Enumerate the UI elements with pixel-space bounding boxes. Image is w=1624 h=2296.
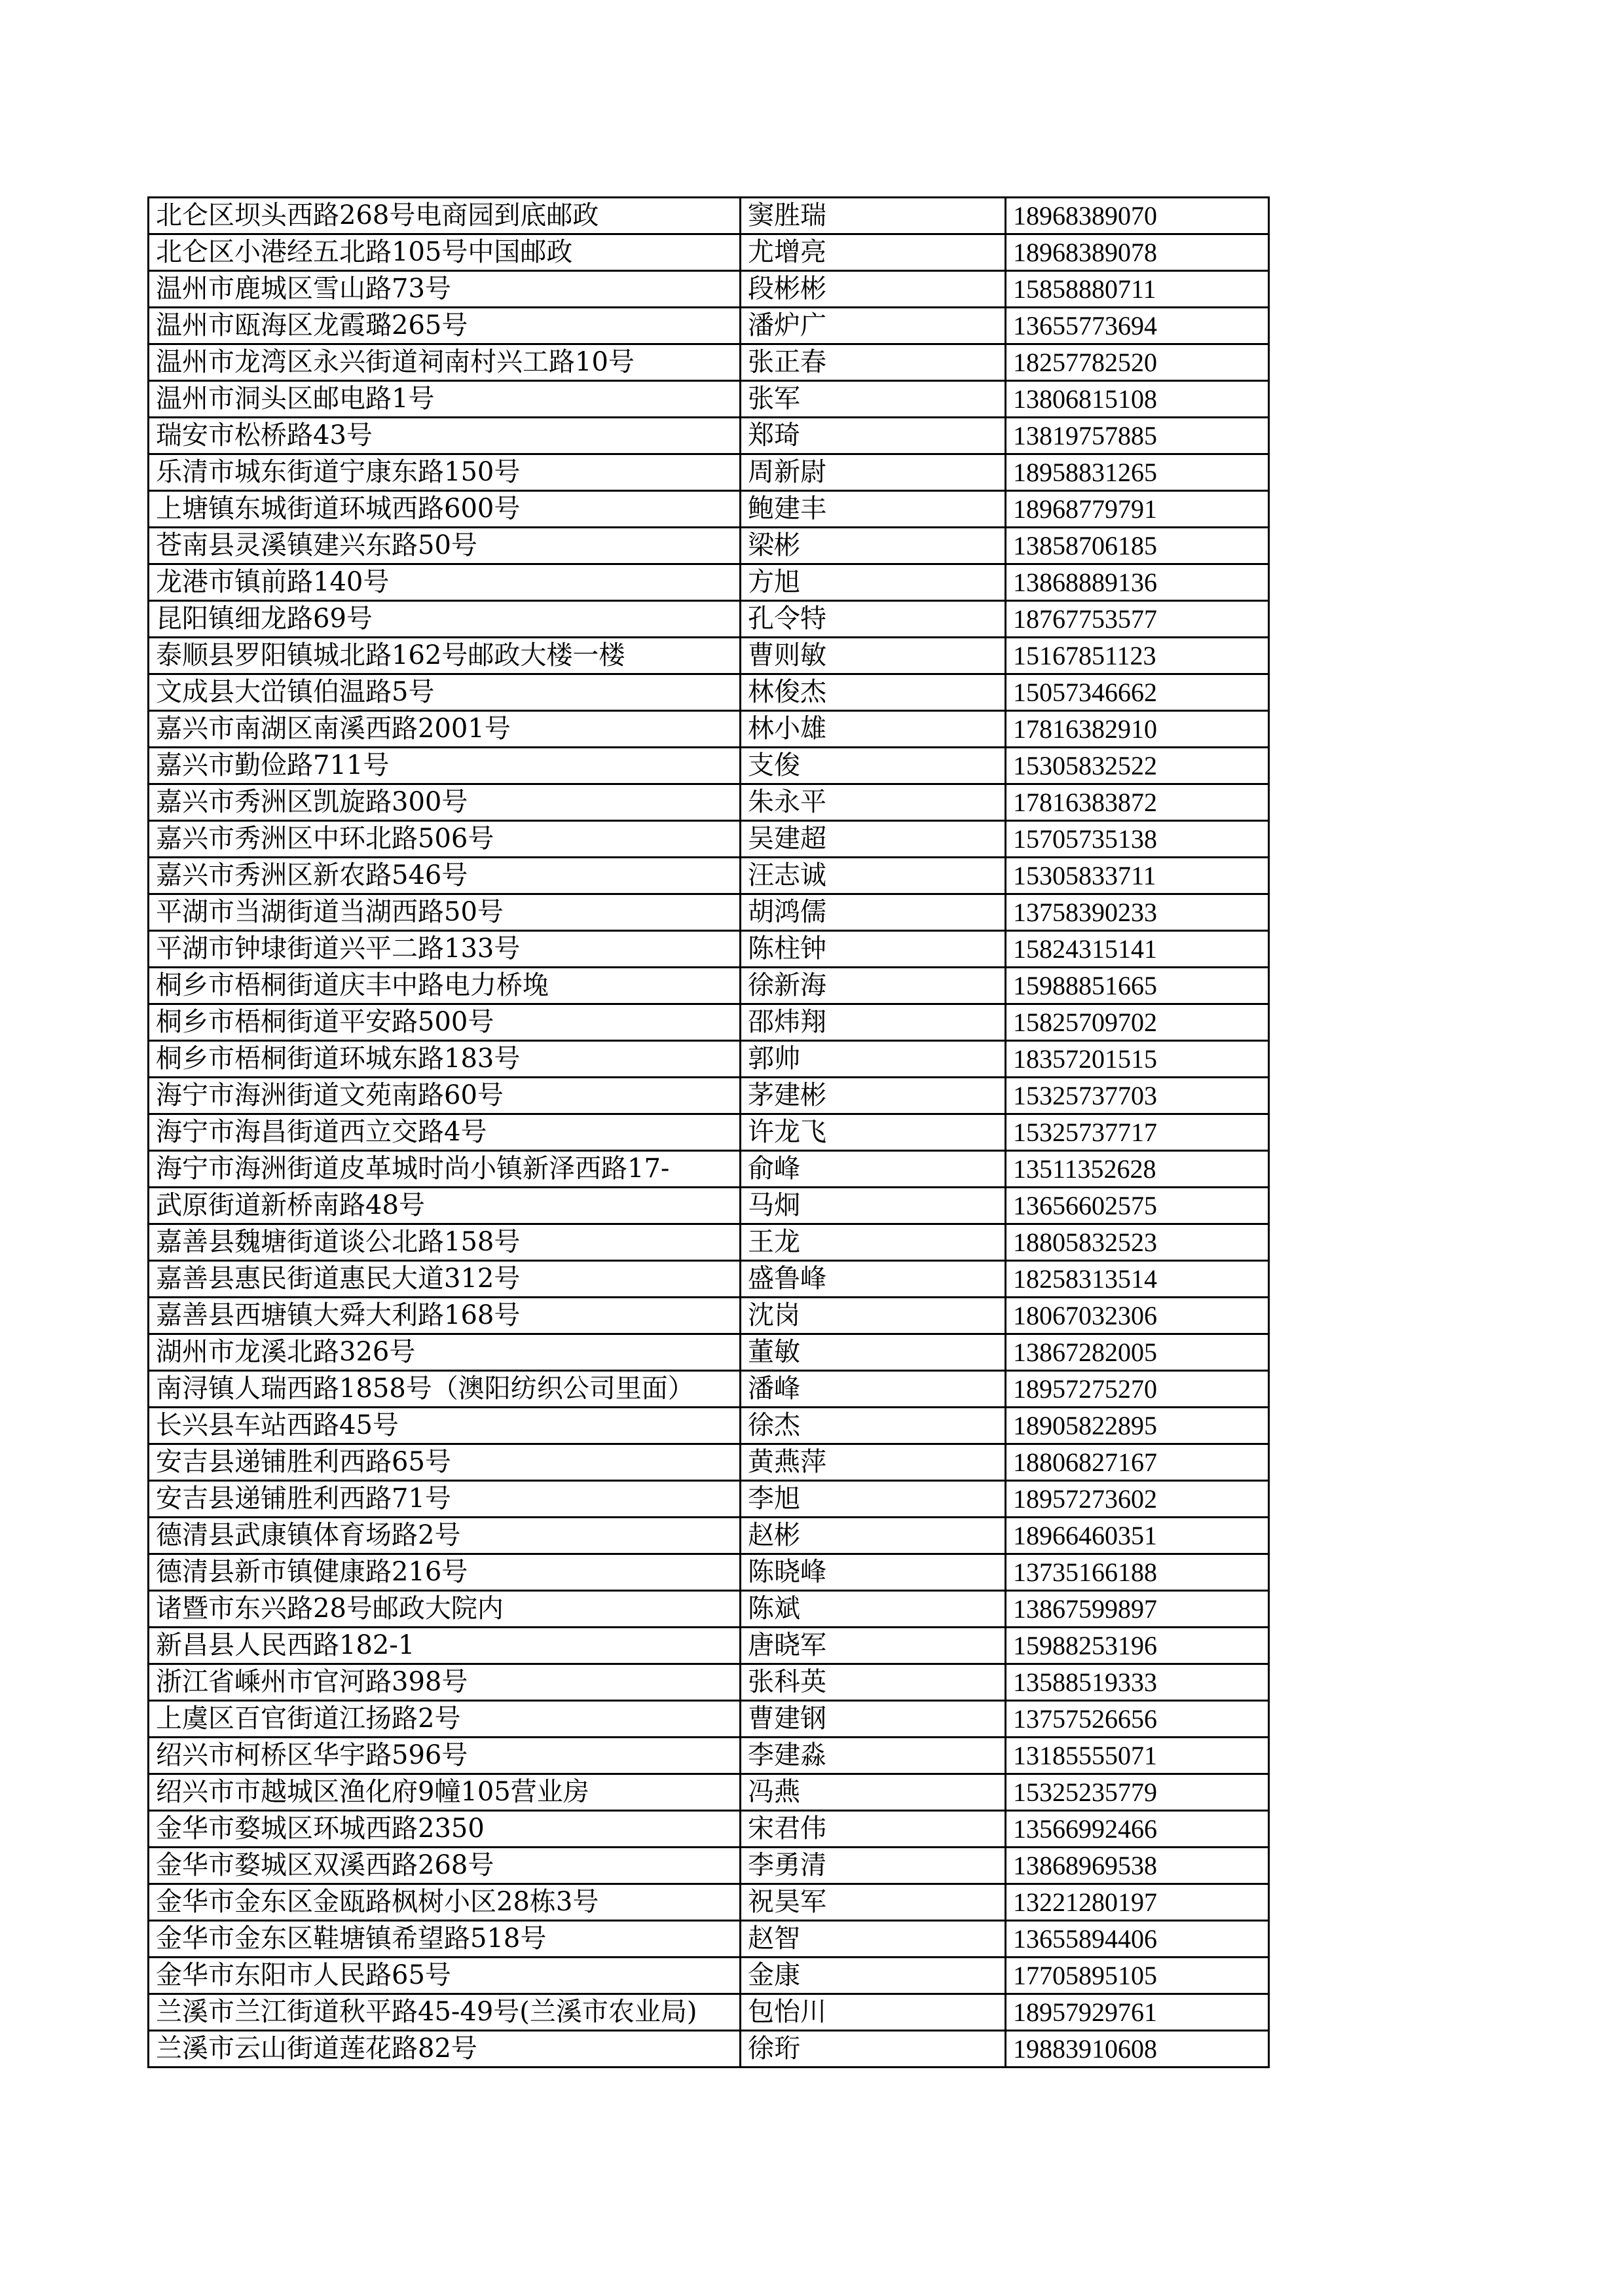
table-row	[149, 1371, 1269, 1408]
address-cell: 文成县大峃镇伯温路5号	[149, 674, 741, 711]
table-row	[149, 1114, 1269, 1151]
address-cell: 嘉兴市勤俭路711号	[149, 748, 741, 784]
table-row	[149, 1774, 1269, 1811]
address-cell: 武原街道新桥南路48号	[149, 1188, 741, 1224]
phone-number-cell: 18905822895	[1006, 1408, 1269, 1444]
table-row	[149, 1078, 1269, 1114]
phone-number-cell: 13757526656	[1006, 1701, 1269, 1738]
contact-name-cell: 汪志诚	[741, 858, 1006, 894]
address-cell: 绍兴市柯桥区华宇路596号	[149, 1738, 741, 1774]
table-row	[149, 198, 1269, 234]
contact-name-cell: 林俊杰	[741, 674, 1006, 711]
contact-name-cell: 郑琦	[741, 418, 1006, 454]
table-row	[149, 308, 1269, 344]
phone-number-cell: 13566992466	[1006, 1811, 1269, 1848]
phone-number-cell: 18968389078	[1006, 234, 1269, 271]
table-row	[149, 1994, 1269, 2031]
table-row	[149, 234, 1269, 271]
table-row	[149, 1481, 1269, 1518]
address-cell: 平湖市钟埭街道兴平二路133号	[149, 931, 741, 968]
address-cell: 金华市东阳市人民路65号	[149, 1958, 741, 1994]
address-cell: 海宁市海昌街道西立交路4号	[149, 1114, 741, 1151]
address-cell: 德清县武康镇体育场路2号	[149, 1518, 741, 1554]
table-row	[149, 1664, 1269, 1701]
address-cell: 平湖市当湖街道当湖西路50号	[149, 894, 741, 931]
contact-name-cell: 尤增亮	[741, 234, 1006, 271]
table-row	[149, 748, 1269, 784]
address-cell: 嘉兴市秀洲区中环北路506号	[149, 821, 741, 858]
contact-name-cell: 祝昊军	[741, 1884, 1006, 1921]
phone-number-cell: 13819757885	[1006, 418, 1269, 454]
phone-number-cell: 13221280197	[1006, 1884, 1269, 1921]
address-cell: 兰溪市兰江街道秋平路45-49号(兰溪市农业局)	[149, 1994, 741, 2031]
address-cell: 新昌县人民西路182-1	[149, 1628, 741, 1664]
address-cell: 瑞安市松桥路43号	[149, 418, 741, 454]
contact-name-cell: 潘炉广	[741, 308, 1006, 344]
table-row	[149, 1518, 1269, 1554]
table-row	[149, 1151, 1269, 1188]
table-row	[149, 784, 1269, 821]
address-cell: 金华市金东区金瓯路枫树小区28栋3号	[149, 1884, 741, 1921]
address-cell: 上虞区百官街道江扬路2号	[149, 1701, 741, 1738]
table-row	[149, 1738, 1269, 1774]
phone-number-cell: 15305833711	[1006, 858, 1269, 894]
phone-number-cell: 13867282005	[1006, 1334, 1269, 1371]
phone-number-cell: 18957273602	[1006, 1481, 1269, 1518]
address-cell: 海宁市海洲街道文苑南路60号	[149, 1078, 741, 1114]
contact-name-cell: 包怡川	[741, 1994, 1006, 2031]
contact-name-cell: 梁彬	[741, 528, 1006, 564]
address-cell: 嘉兴市秀洲区凯旋路300号	[149, 784, 741, 821]
contact-name-cell: 孔令特	[741, 601, 1006, 638]
phone-number-cell: 15325737717	[1006, 1114, 1269, 1151]
phone-number-cell: 15167851123	[1006, 638, 1269, 674]
contact-name-cell: 冯燕	[741, 1774, 1006, 1811]
contact-name-cell: 张军	[741, 381, 1006, 418]
address-cell: 嘉善县惠民街道惠民大道312号	[149, 1261, 741, 1298]
phone-number-cell: 18257782520	[1006, 344, 1269, 381]
table-row	[149, 1884, 1269, 1921]
phone-number-cell: 13867599897	[1006, 1591, 1269, 1628]
address-cell: 兰溪市云山街道莲花路82号	[149, 2031, 741, 2068]
phone-number-cell: 13806815108	[1006, 381, 1269, 418]
address-cell: 北仑区坝头西路268号电商园到底邮政	[149, 198, 741, 234]
table-row	[149, 344, 1269, 381]
contact-name-cell: 吴建超	[741, 821, 1006, 858]
address-cell: 桐乡市梧桐街道庆丰中路电力桥堍	[149, 968, 741, 1004]
address-cell: 绍兴市市越城区渔化府9幢105营业房	[149, 1774, 741, 1811]
contact-name-cell: 唐晓军	[741, 1628, 1006, 1664]
contact-name-cell: 陈斌	[741, 1591, 1006, 1628]
table-row	[149, 821, 1269, 858]
table-row	[149, 381, 1269, 418]
phone-number-cell: 13758390233	[1006, 894, 1269, 931]
address-cell: 长兴县车站西路45号	[149, 1408, 741, 1444]
table-row	[149, 1444, 1269, 1481]
phone-number-cell: 17816382910	[1006, 711, 1269, 748]
phone-number-cell: 13588519333	[1006, 1664, 1269, 1701]
contact-name-cell: 段彬彬	[741, 271, 1006, 308]
phone-number-cell: 18806827167	[1006, 1444, 1269, 1481]
phone-number-cell: 18968779791	[1006, 491, 1269, 528]
table-row	[149, 271, 1269, 308]
contact-name-cell: 金康	[741, 1958, 1006, 1994]
address-cell: 金华市金东区鞋塘镇希望路518号	[149, 1921, 741, 1958]
table-row	[149, 418, 1269, 454]
address-cell: 海宁市海洲街道皮革城时尚小镇新泽西路17-	[149, 1151, 741, 1188]
table-row	[149, 1188, 1269, 1224]
address-cell: 南浔镇人瑞西路1858号（澳阳纺织公司里面）	[149, 1371, 741, 1408]
phone-number-cell: 17705895105	[1006, 1958, 1269, 1994]
contact-name-cell: 陈晓峰	[741, 1554, 1006, 1591]
phone-number-cell: 15705735138	[1006, 821, 1269, 858]
phone-number-cell: 15325737703	[1006, 1078, 1269, 1114]
address-cell: 泰顺县罗阳镇城北路162号邮政大楼一楼	[149, 638, 741, 674]
contact-name-cell: 李勇清	[741, 1848, 1006, 1884]
contact-name-cell: 张正春	[741, 344, 1006, 381]
table-row	[149, 1334, 1269, 1371]
phone-number-cell: 15988851665	[1006, 968, 1269, 1004]
phone-number-cell: 17816383872	[1006, 784, 1269, 821]
contact-name-cell: 陈柱钟	[741, 931, 1006, 968]
contact-name-cell: 曹建钢	[741, 1701, 1006, 1738]
phone-number-cell: 18258313514	[1006, 1261, 1269, 1298]
contact-name-cell: 窦胜瑞	[741, 198, 1006, 234]
address-cell: 北仑区小港经五北路105号中国邮政	[149, 234, 741, 271]
phone-number-cell: 18957275270	[1006, 1371, 1269, 1408]
phone-number-cell: 13656602575	[1006, 1188, 1269, 1224]
phone-number-cell: 18968389070	[1006, 198, 1269, 234]
address-cell: 桐乡市梧桐街道平安路500号	[149, 1004, 741, 1041]
table-row	[149, 1041, 1269, 1078]
phone-number-cell: 15824315141	[1006, 931, 1269, 968]
table-row	[149, 1701, 1269, 1738]
contact-name-cell: 潘峰	[741, 1371, 1006, 1408]
table-row	[149, 1224, 1269, 1261]
table-row	[149, 1591, 1269, 1628]
address-cell: 德清县新市镇健康路216号	[149, 1554, 741, 1591]
phone-number-cell: 18357201515	[1006, 1041, 1269, 1078]
table-row	[149, 1811, 1269, 1848]
table-row	[149, 1958, 1269, 1994]
address-cell: 安吉县递铺胜利西路71号	[149, 1481, 741, 1518]
table-row	[149, 931, 1269, 968]
table-row	[149, 601, 1269, 638]
phone-number-cell: 19883910608	[1006, 2031, 1269, 2068]
table-row	[149, 2031, 1269, 2068]
table-row	[149, 491, 1269, 528]
address-contact-table	[147, 196, 1270, 2068]
contact-name-cell: 赵智	[741, 1921, 1006, 1958]
phone-number-cell: 15325235779	[1006, 1774, 1269, 1811]
contact-name-cell: 赵彬	[741, 1518, 1006, 1554]
table-row	[149, 1004, 1269, 1041]
contact-name-cell: 林小雄	[741, 711, 1006, 748]
phone-number-cell: 13185555071	[1006, 1738, 1269, 1774]
address-cell: 嘉兴市南湖区南溪西路2001号	[149, 711, 741, 748]
address-cell: 桐乡市梧桐街道环城东路183号	[149, 1041, 741, 1078]
contact-name-cell: 徐新海	[741, 968, 1006, 1004]
table-row	[149, 1298, 1269, 1334]
phone-number-cell: 18805832523	[1006, 1224, 1269, 1261]
address-cell: 温州市龙湾区永兴街道祠南村兴工路10号	[149, 344, 741, 381]
address-cell: 安吉县递铺胜利西路65号	[149, 1444, 741, 1481]
table-row	[149, 1628, 1269, 1664]
address-cell: 嘉兴市秀洲区新农路546号	[149, 858, 741, 894]
phone-number-cell: 13868969538	[1006, 1848, 1269, 1884]
address-cell: 乐清市城东街道宁康东路150号	[149, 454, 741, 491]
contact-name-cell: 支俊	[741, 748, 1006, 784]
contact-name-cell: 黄燕萍	[741, 1444, 1006, 1481]
table-row	[149, 564, 1269, 601]
contact-name-cell: 邵炜翔	[741, 1004, 1006, 1041]
contact-name-cell: 沈岗	[741, 1298, 1006, 1334]
phone-number-cell: 15057346662	[1006, 674, 1269, 711]
table-row	[149, 1554, 1269, 1591]
phone-number-cell: 13511352628	[1006, 1151, 1269, 1188]
address-cell: 浙江省嵊州市官河路398号	[149, 1664, 741, 1701]
table-row	[149, 1848, 1269, 1884]
address-cell: 金华市婺城区环城西路2350	[149, 1811, 741, 1848]
address-cell: 金华市婺城区双溪西路268号	[149, 1848, 741, 1884]
table-row	[149, 968, 1269, 1004]
contact-name-cell: 朱永平	[741, 784, 1006, 821]
address-cell: 温州市洞头区邮电路1号	[149, 381, 741, 418]
phone-number-cell: 18067032306	[1006, 1298, 1269, 1334]
table-row	[149, 1408, 1269, 1444]
contact-name-cell: 徐杰	[741, 1408, 1006, 1444]
address-cell: 昆阳镇细龙路69号	[149, 601, 741, 638]
table-row	[149, 638, 1269, 674]
contact-name-cell: 郭帅	[741, 1041, 1006, 1078]
address-cell: 温州市鹿城区雪山路73号	[149, 271, 741, 308]
contact-name-cell: 王龙	[741, 1224, 1006, 1261]
phone-number-cell: 13735166188	[1006, 1554, 1269, 1591]
phone-number-cell: 18957929761	[1006, 1994, 1269, 2031]
phone-number-cell: 13655773694	[1006, 308, 1269, 344]
table-row	[149, 1261, 1269, 1298]
phone-number-cell: 15305832522	[1006, 748, 1269, 784]
contact-name-cell: 俞峰	[741, 1151, 1006, 1188]
phone-number-cell: 18966460351	[1006, 1518, 1269, 1554]
contact-name-cell: 李建淼	[741, 1738, 1006, 1774]
contact-name-cell: 张科英	[741, 1664, 1006, 1701]
address-cell: 龙港市镇前路140号	[149, 564, 741, 601]
contact-name-cell: 盛鲁峰	[741, 1261, 1006, 1298]
address-cell: 湖州市龙溪北路326号	[149, 1334, 741, 1371]
contact-name-cell: 胡鸿儒	[741, 894, 1006, 931]
contact-name-cell: 董敏	[741, 1334, 1006, 1371]
contact-name-cell: 方旭	[741, 564, 1006, 601]
phone-number-cell: 18767753577	[1006, 601, 1269, 638]
table-row	[149, 711, 1269, 748]
contact-name-cell: 宋君伟	[741, 1811, 1006, 1848]
contact-name-cell: 马炯	[741, 1188, 1006, 1224]
phone-number-cell: 18958831265	[1006, 454, 1269, 491]
table-row	[149, 858, 1269, 894]
table-row	[149, 454, 1269, 491]
phone-number-cell: 15858880711	[1006, 271, 1269, 308]
table-row	[149, 528, 1269, 564]
address-cell: 嘉善县西塘镇大舜大利路168号	[149, 1298, 741, 1334]
address-cell: 诸暨市东兴路28号邮政大院内	[149, 1591, 741, 1628]
address-cell: 上塘镇东城街道环城西路600号	[149, 491, 741, 528]
contact-name-cell: 茅建彬	[741, 1078, 1006, 1114]
contact-name-cell: 许龙飞	[741, 1114, 1006, 1151]
table-row	[149, 894, 1269, 931]
table-row	[149, 674, 1269, 711]
address-cell: 苍南县灵溪镇建兴东路50号	[149, 528, 741, 564]
address-cell: 嘉善县魏塘街道谈公北路158号	[149, 1224, 741, 1261]
table-row	[149, 1921, 1269, 1958]
address-cell: 温州市瓯海区龙霞璐265号	[149, 308, 741, 344]
contact-name-cell: 徐珩	[741, 2031, 1006, 2068]
contact-name-cell: 周新尉	[741, 454, 1006, 491]
phone-number-cell: 13858706185	[1006, 528, 1269, 564]
phone-number-cell: 15988253196	[1006, 1628, 1269, 1664]
table-body	[149, 198, 1269, 2068]
contact-name-cell: 曹则敏	[741, 638, 1006, 674]
phone-number-cell: 15825709702	[1006, 1004, 1269, 1041]
contact-name-cell: 李旭	[741, 1481, 1006, 1518]
phone-number-cell: 13655894406	[1006, 1921, 1269, 1958]
phone-number-cell: 13868889136	[1006, 564, 1269, 601]
contact-name-cell: 鲍建丰	[741, 491, 1006, 528]
